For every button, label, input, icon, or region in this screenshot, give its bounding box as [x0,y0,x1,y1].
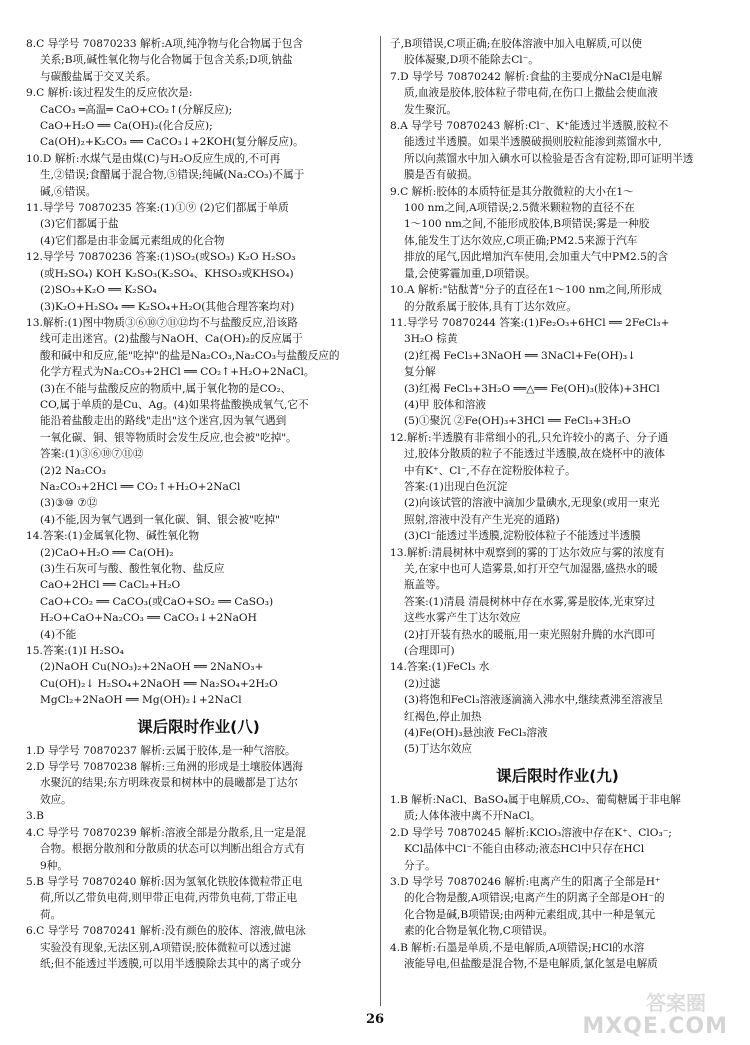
answer-line: 的分散系属于胶体,具有丁达尔效应。 [404,300,577,313]
left-column [26,36,371,1005]
answer-entry [390,315,725,430]
answer-entry [390,825,725,874]
answer-line: 照射,溶液中没有产生光亮的通路) [404,513,560,526]
answer-line: 5.B 导学号 70870240 解析:因为氢氧化铁胶体微粒带正电 [26,875,303,888]
answer-line: (5)丁达尔效应 [404,743,472,756]
answer-line: (3)将饱和FeCl₃溶液逐滴滴入沸水中,继续煮沸至溶液呈 [404,694,664,707]
answer-line: 答案:(1)清晨 清晨树林中存在水雾,雾是胶体,光束穿过 [404,595,656,608]
answer-line: (3)生石灰可与酸、酸性氧化物、盐反应 [40,563,225,575]
answer-entry [390,36,725,69]
answer-line: Na₂CO₃+2HCl ══ CO₂↑+H₂O+2NaCl [40,480,241,493]
answer-line: 12.解析:半透膜有非常细小的孔,只允许较小的离子、分子通 [390,431,669,444]
right-answer-list [390,36,725,758]
answer-line: (3)它们都属于盐 [40,218,119,231]
answer-line: 4.C 导学号 70870239 解析:溶液全部是分散系,且一定是混 [26,826,306,839]
answer-entry [26,825,371,874]
answer-line: 膜是否有破损。 [404,169,479,182]
answer-line: (2)红褐 FeCl₃+3NaOH ══ 3NaCl+Fe(OH)₃↓ [404,349,637,362]
answer-line: 胶体凝聚,D项不能除去Cl⁻。 [404,54,539,67]
answer-line: CaCO₃ ═高温═ CaO+CO₂↑(分解反应); [40,103,233,116]
answer-line: 1.D 导学号 70870237 解析:云属于胶体,是一种气溶胶。 [26,744,296,757]
answer-line: 荷。 [40,908,62,921]
answer-line: 9.C 解析:该过程发生的反应依次是: [26,87,193,100]
answer-line: 与碳酸盐属于交叉关系。 [40,70,157,83]
answer-line: 13.解析:清晨树林中观察到的雾的丁达尔效应与雾的浓度有 [390,546,665,559]
answer-line: (2)向该试管的溶液中滴加少量碘水,无现象(或用一束光 [404,497,660,510]
answer-line: (2)过滤 [404,677,441,690]
answer-line: 关系;B项,碱性氧化物与化合物属于包含关系;D项,钠盐 [40,54,293,67]
answer-line: 化合物是碱,B项错误;由两种元素组成,其中一种是氧元 [404,908,656,921]
answer-line: 纸;但不能透过半透膜,可以用半透膜除去其中的离子或分 [40,957,302,970]
left-answer-list [26,36,371,709]
answer-entry [390,430,725,545]
answer-line: 9种。 [40,859,68,872]
answer-entry [26,315,371,528]
answer-line: (4)它们都是由非金属元素组成的化合物 [40,234,225,247]
answer-line: (3)③⑩ ⑦⑫ [40,497,98,510]
answer-entry [390,118,725,184]
answer-line: 中有K⁺、Cl⁻,不存在淀粉胶体粒子。 [404,464,576,477]
answer-line: 过,胶体分散质的粒子不能透过半透膜,故在烧杯中的液体 [404,448,665,461]
answer-line: 素的化合物是氧化物,C项错误。 [404,925,554,938]
answer-line: (4)不能,因为氧气遇到一氧化碳、铜、银会被"吃掉" [40,513,280,526]
answer-line: (2)SO₃+K₂O ══ K₂SO₄ [40,284,157,297]
answer-line: KCl晶体中Cl⁻不能自由移动;液态HCl中只存在HCl [404,843,645,856]
answer-line: 能透过半透膜。如果半透膜破损则胶粒能渗到蒸馏水中, [404,136,662,149]
answer-line: 这些水雾产生丁达尔效应 [404,612,521,625]
answer-line: MgCl₂+2NaOH ══ Mg(OH)₂↓+2NaCl [40,694,242,707]
answer-line: 14.答案:(1)金属氧化物、碱性氧化物 [26,530,200,543]
answer-line: 液能导电,但盐酸是混合物,不是电解质,氯化氢是电解质 [404,957,658,970]
answer-line: (合理即可) [404,645,455,658]
answer-line: 红褐色,停止加热 [404,710,482,723]
answer-line: Cu(OH)₂↓ H₂SO₄+2NaOH ══ Na₂SO₄+2H₂O [40,677,278,690]
answer-line: 2.D 导学号 70870245 解析:KClO₃溶液中存在K⁺、ClO₃⁻; [390,826,672,839]
answer-line: (4)Fe(OH)₃悬浊液 FeCl₃溶液 [404,727,548,740]
answer-line: (5)①聚沉 ②Fe(OH)₃+3HCl ══ FeCl₃+3H₂O [404,415,631,428]
answer-line: 子,B项错误,C项正确;在胶体溶液中加入电解质,可以使 [390,38,643,50]
answer-line: 2.D 导学号 70870238 解析:三角洲的形成是土壤胶体遇海 [26,761,303,774]
section-8-answer-list [26,743,371,973]
answer-line: 11.导学号 70870244 答案:(1)Fe₂O₃+6HCl ══ 2FeCl₃+ [390,316,670,329]
answer-line: 10.A 解析:"钴酞菁"分子的直径在1～100 nm之间,所形成 [390,284,662,297]
answer-line: 1～100 nm之间,不能形成胶体,B项错误;雾是一种胶 [404,218,650,231]
answer-line: (3)Cl⁻能透过半透膜,淀粉胶体粒子不能透过半透膜 [404,530,641,543]
answer-entry [26,151,371,200]
answer-line: 3.D 导学号 70870246 解析:电离产生的阳离子全部是H⁺ [390,875,661,888]
answer-line: Ca(OH)₂+K₂CO₃ ══ CaCO₃↓+2KOH(复分解反应)。 [40,136,304,149]
answer-line: CaO+CO₂ ══ CaCO₃(或CaO+SO₂ ══ CaSO₃) [40,595,274,608]
watermark-text-cn: 答案圈 [646,990,706,1015]
answer-line: 11.导学号 70870235 答案:(1)①⑨ (2)它们都属于单质 [26,202,289,215]
answer-line: 100 nm之间,A项错误;2.5微米颗粒物的直径不在 [404,202,635,215]
answer-line: (2)NaOH Cu(NO₃)₂+2NaOH ══ 2NaNO₃+ [40,661,264,674]
answer-line: 质,血液是胶体,胶体粒子带电荷,在伤口上撒盐会使血液 [404,87,658,100]
answer-line: H₂O+CaO+Na₂CO₃ ══ CaCO₃↓+2NaOH [40,612,257,625]
answer-line: 4.B 解析:石墨是单质,不是电解质,A项错误;HCl的水溶 [390,941,645,954]
answer-line: 荷,所以乙带负电荷,则甲带正电荷,丙带负电荷,丁带正电 [40,892,298,905]
column-divider [380,36,381,1006]
answer-line: (3)红褐 FeCl₃+3H₂O ══△══ Fe(OH)₃(胶体)+3HCl [404,382,660,395]
watermark-logo [582,989,742,1041]
answer-line: (3)K₂O+H₂SO₄ ══ K₂SO₄+H₂O(其他合理答案均对) [40,300,295,313]
answer-line: (4)不能 [40,628,77,641]
answer-line: CO,属于单质的是Cu、Ag。(4)如果将盐酸换成氧气,它不 [40,398,309,411]
answer-line: (4)甲 胶体和溶液 [404,398,486,411]
answer-line: 6.C 导学号 70870241 解析:没有颜色的胶体、溶液,做电泳 [26,925,306,938]
section-9-answer-list [390,792,725,972]
answer-entry [390,792,725,825]
answer-line: CaO+2HCl ══ CaCl₂+H₂O [40,579,181,592]
answer-entry [26,874,371,923]
answer-line: 3.B [26,810,44,823]
answer-line: (2)CaO+H₂O ══ Ca(OH)₂ [40,546,174,559]
right-column [390,36,725,1005]
watermark-text-en: MXQE.COM [582,1013,728,1039]
answer-line: 质;人体体液中离不开NaCl。 [404,810,541,823]
answer-entry [390,659,725,757]
answer-line: 水聚沉的结果;东方明珠夜景和树林中的晨曦都是丁达尔 [40,777,298,790]
answer-entry [26,200,371,249]
answer-entry [26,923,371,972]
answer-entry [26,808,371,824]
answer-line: 化学方程式为Na₂CO₃+2HCl ══ CO₂↑+H₂O+2NaCl。 [40,366,315,379]
answer-line: 生,②错误;食醋属于混合物,⑤错误;纯碱(Na₂CO₃)不属于 [40,169,305,182]
answer-line: 答案:(1)出现白色沉淀 [404,480,508,493]
answer-line: 9.C 解析:胶体的本质特征是其分散微粒的大小在1～ [390,185,634,198]
answer-entry [26,759,371,808]
answer-entry [26,643,371,709]
answer-line: 7.D 导学号 70870242 解析:食盐的主要成分NaCl是电解 [390,70,663,83]
answer-line: (3)在不能与盐酸反应的物质中,属于氧化物的是CO₂、 [40,382,292,395]
answer-line: 酸和碱中和反应,能"吃掉"的盐是Na₂CO₃,Na₂CO₃与盐酸反应的 [40,349,340,362]
answer-line: 体,能发生丁达尔效应,C项正确;PM2.5来源于汽车 [404,234,638,247]
page-number: 26 [365,1012,385,1027]
answer-line: 实验没有现象,无法区别,A项错误;胶体微粒可以透过滤 [40,941,292,954]
section-9-title: 课后限时作业(九) [496,766,619,785]
answer-entry [26,36,371,85]
answer-entry [390,545,725,660]
answer-entry [26,85,371,151]
answer-line: 8.A 导学号 70870243 解析:Cl⁻、K⁺能透过半透膜,胶粒不 [390,120,669,133]
answer-entry [26,249,371,315]
answer-line: 14.答案:(1)FeCl₃ 水 [390,661,490,674]
answer-line: 10.D 解析:水煤气是由煤(C)与H₂O反应生成的,不可再 [26,152,281,165]
answer-line: 12.导学号 70870236 答案:(1)SO₂(或SO₃) K₂O H₂SO₃ [26,251,296,264]
answer-line: 线可走出迷宫。(2)盐酸与NaOH、Ca(OH)₂的反应属于 [40,333,303,346]
answer-line: 碱,⑥错误。 [40,185,97,198]
answer-line: 13.解析:(1)图中物质③⑥⑩⑦⑪⑫均不与盐酸反应,沿该路 [26,316,298,329]
answer-line: 合物。根据分散剂和分散质的状态可以判断出组合方式有 [40,843,305,856]
answer-entry [390,874,725,940]
answer-line: 发生聚沉。 [404,103,457,116]
answer-entry [390,184,725,282]
answer-line: 一氧化碳、铜、银等物质时会发生反应,也会被"吃掉"。 [40,431,297,444]
answer-line: 能沿着盐酸走出的路线"走出"这个迷宫,因为氧气遇到 [40,415,287,428]
answer-line: CaO+H₂O ══ Ca(OH)₂(化合反应); [40,120,213,133]
answer-line: 3H₂O 棕黄 [404,333,458,346]
answer-line: 分子。 [404,859,436,872]
answer-line: 答案:(1)③⑥⑩⑦⑪⑫ [40,448,144,461]
section-8-title: 课后限时作业(八) [137,717,260,736]
answer-line: 所以向蒸馏水中加入碘水可以检验是否含有淀粉,即可证明半透 [404,152,694,165]
answer-line: (2)打开装有热水的暖瓶,用一束光照射升腾的水汽即可 [404,628,656,641]
answer-line: 的化合物是酸,A项错误;电离产生的阴离子全部是OH⁻的 [404,892,665,905]
answer-line: 8.C 导学号 70870233 解析:A项,纯净物与化合物属于包含 [26,38,303,50]
answer-entry [26,528,371,643]
answer-entry [390,282,725,315]
answer-line: 关,在家中也可人造雾景,如打开空气加湿器,盛热水的暖 [404,563,658,575]
answer-line: 排放的尾气,因此增加汽车使用,会加重大气中PM2.5的含 [404,251,669,264]
answer-line: 1.B 解析:NaCl、BaSO₄属于电解质,CO₂、葡萄糖属于非电解 [390,793,681,806]
answer-line: (2)2 Na₂CO₃ [40,464,106,477]
answer-line: 复分解 [404,366,436,379]
answer-line: 15.答案:(1)Ⅰ H₂SO₄ [26,645,124,658]
answer-entry [26,743,371,759]
answer-entry [390,940,725,973]
answer-line: 量,会使雾霾加重,D项错误。 [404,267,536,280]
answer-line: 效应。 [40,793,72,806]
answer-line: (或H₂SO₄) KOH K₂SO₃(K₂SO₄、KHSO₃或KHSO₄) [40,267,294,280]
answer-entry [390,69,725,118]
answer-line: 瓶盖等。 [404,579,447,592]
